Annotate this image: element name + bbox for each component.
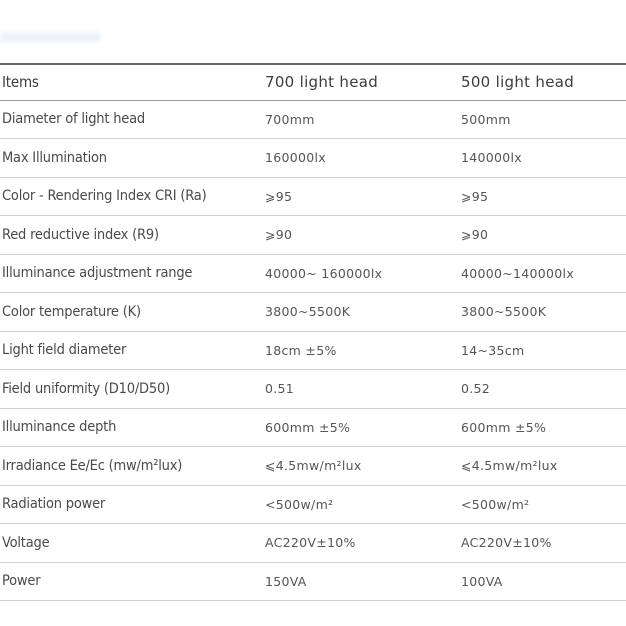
- table-row: [0, 524, 626, 563]
- row-value-500: AC220V±10%: [461, 535, 552, 551]
- table-row: [0, 100, 626, 139]
- row-item-label: Color temperature (K): [2, 303, 141, 320]
- row-value-700: 600mm ±5%: [265, 419, 351, 435]
- row-value-700: 0.51: [265, 381, 295, 397]
- table-row: [0, 370, 626, 409]
- row-item-label: Diameter of light head: [2, 111, 145, 128]
- row-item-label: Red reductive index (R9): [2, 226, 159, 243]
- table-row: [0, 254, 626, 293]
- row-value-700: ⩾95: [265, 188, 293, 204]
- row-value-500: 140000lx: [461, 150, 522, 166]
- table-row: [0, 293, 626, 332]
- row-value-500: ⩾90: [461, 227, 489, 243]
- banner-ghost-bar: [0, 32, 100, 42]
- row-item-label: Power: [2, 573, 41, 590]
- spec-table: [0, 63, 626, 601]
- row-item-label: Field uniformity (D10/D50): [2, 380, 170, 397]
- row-value-500: 600mm ±5%: [461, 419, 547, 435]
- row-item-label: Illuminance depth: [2, 419, 117, 436]
- row-value-500: 500mm: [461, 111, 511, 127]
- row-value-500: ⩾95: [461, 188, 489, 204]
- row-item-label: Voltage: [2, 534, 50, 551]
- row-value-700: ⩾90: [265, 227, 293, 243]
- row-value-700: 3800~5500K: [265, 304, 351, 320]
- row-item-label: Illuminance adjustment range: [2, 265, 193, 282]
- row-value-700: ⩽4.5mw/m²lux: [265, 458, 362, 474]
- table-row: [0, 331, 626, 370]
- table-header-row: [0, 64, 626, 100]
- row-value-700: 700mm: [265, 111, 315, 127]
- row-value-500: 14~35cm: [461, 342, 525, 358]
- row-value-500: 3800~5500K: [461, 304, 547, 320]
- row-value-500: 100VA: [461, 573, 503, 589]
- row-value-700: 150VA: [265, 573, 307, 589]
- row-item-label: Max Illumination: [2, 149, 107, 166]
- row-value-500: ⩽4.5mw/m²lux: [461, 458, 558, 474]
- row-value-700: 18cm ±5%: [265, 342, 337, 358]
- table-row: [0, 216, 626, 255]
- header-items: Items: [2, 73, 39, 92]
- header-700-light-head: 700 light head: [265, 73, 379, 92]
- row-value-700: 40000~ 160000lx: [265, 265, 383, 281]
- table-row: [0, 139, 626, 178]
- header-500-light-head: 500 light head: [461, 73, 575, 92]
- row-value-700: AC220V±10%: [265, 535, 356, 551]
- row-item-label: Radiation power: [2, 496, 106, 513]
- table-row: [0, 562, 626, 601]
- row-value-700: <500w/m²: [265, 496, 334, 512]
- top-banner-decoration: [0, 0, 626, 62]
- table-row: [0, 485, 626, 524]
- table-row: [0, 177, 626, 216]
- row-item-label: Irradiance Ee/Ec (mw/m²lux): [2, 457, 183, 474]
- row-value-500: 0.52: [461, 381, 491, 397]
- row-value-500: 40000~140000lx: [461, 265, 575, 281]
- table-row: [0, 408, 626, 447]
- row-value-500: <500w/m²: [461, 496, 530, 512]
- table-row: [0, 447, 626, 486]
- row-item-label: Light field diameter: [2, 342, 127, 359]
- row-value-700: 160000lx: [265, 150, 326, 166]
- row-item-label: Color - Rendering Index CRI (Ra): [2, 188, 207, 205]
